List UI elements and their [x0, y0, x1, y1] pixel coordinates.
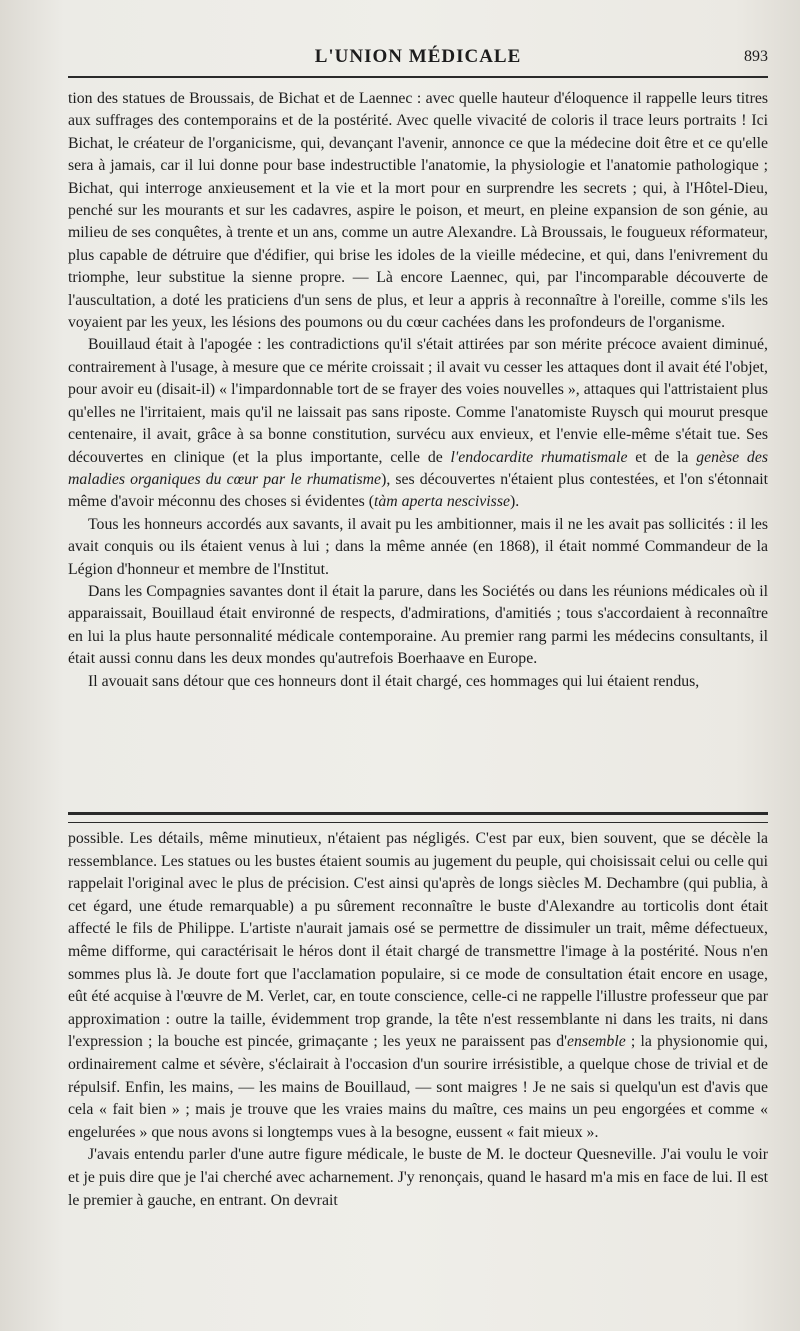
- italic-term: genèse des maladies organiques du cœur par le rhumatisme: [68, 448, 768, 488]
- text-run: et de la: [627, 448, 697, 466]
- italic-term: l'endocardite rhumatismale: [450, 448, 628, 466]
- italic-term: ensemble: [566, 1033, 626, 1051]
- page-header: [68, 40, 768, 78]
- paragraph: Il avouait sans détour que ces honneurs dont il était chargé, ces hommages qui lui étaient rendus,: [88, 672, 700, 690]
- paragraph: [68, 334, 768, 513]
- text-run: ), ses découvertes n'étaient plus contestées, et l'on s'étonnait même d'avoir méconnu des choses si évidentes (: [68, 470, 768, 511]
- text-run: Bouillaud était à l'apogée : les contradictions qu'il s'était attirées par son mérite précoce avaient diminué, contrairement à l'usage, à mesure que ce mérite croissait ; il avait vu cesser les attaques dont il avait été l'objet, pour avoir eu (disait-il) « l'impardonnable tort de se frayer des voies nouvelles », attaques qui l'attristaient plus qu'elles ne l'irritaient, mais qu'il ne laissait pas sans riposte. Comme l'anatomiste Ruysch qui mourut presque centenaire, il avait, grâce à sa bonne constitution, survécu aux envieux, et l'envie elle-même s'était tue. Ses découvertes en clinique (et la plus importante, celle de: [68, 336, 768, 466]
- text-run: ).: [510, 493, 520, 511]
- section-separator: [68, 812, 768, 823]
- paragraph: J'avais entendu parler d'une autre figure médicale, le buste de M. le docteur Quesneville. J'ai voulu le voir et je puis dire que je l'ai cherché avec acharnement. J'y renonçais, quand le hasard m'a mis en face de lui. Il est le premier à gauche, en entrant. On devrait: [68, 1146, 768, 1209]
- paragraph: tion des statues de Broussais, de Bichat et de Laennec : avec quelle hauteur d'éloquence il rappelle leurs titres aux suffrages des contemporains et de la postérité. Avec quelle vivacité de coloris il trace leurs portraits ! Ici Bichat, le créateur de l'organicisme, qui, devançant l'avenir, annonce ce que la médecine doit être et ce qu'elle sera à jamais, car il lui donne pour base indestructible l'anatomie, la physiologie et l'anatomie pathologique ; Bichat, qui interroge anxieusement et la vie et la mort pour en surprendre les secrets ; qui, à l'Hôtel-Dieu, penché sur les mourants et sur les cadavres, aspire le poison, et meurt, en pleine expansion de son génie, au milieu de ses conquêtes, à trente et un ans, comme un autre Alexandre. Là Broussais, le fougueux réformateur, plus capable de détruire que d'édifier, qui brise les idoles de la vieille médecine, et qui, dans l'enivrement du triomphe, leur substitue la sienne propre. — Là encore Laennec, qui, par l'incomparable découverte de l'auscultation, a doté les praticiens d'un sens de plus, et leur a appris à reconnaître à l'oreille, comme s'ils les voyaient par les yeux, les lésions des poumons ou du cœur cachées dans les profondeurs de l'organisme.: [68, 90, 768, 332]
- upper-article-text: [68, 88, 768, 693]
- paragraph: Dans les Compagnies savantes dont il était la parure, dans les Sociétés ou dans les réunions médicales où il apparaissait, Bouillaud était environné de respects, d'admirations, d'amitiés ; tous s'accordaient à reconnaître en lui la plus haute personnalité médicale contemporaine. Au premier rang parmi les médecins consultants, il était aussi connu dans les deux mondes qu'autrefois Boerhaave en Europe.: [68, 582, 768, 668]
- paragraph: [68, 828, 768, 1144]
- paragraph: Tous les honneurs accordés aux savants, il avait pu les ambitionner, mais il ne les avait pas sollicités : il les avait conquis ou ils étaient venus à lui ; dans la même année (en 1868), il était nommé Commandeur de la Légion d'honneur et membre de l'Institut.: [68, 515, 768, 578]
- journal-title: L'UNION MÉDICALE: [314, 46, 522, 67]
- page-number: 893: [744, 48, 768, 65]
- italic-term: tàm aperta nescivisse: [373, 493, 510, 511]
- text-run: ; la physionomie qui, ordinairement calme et sévère, s'éclairait à l'occasion d'un sourire irrésistible, a quelque chose de trivial et de répulsif. Enfin, les mains, — les mains de Bouillaud, — sont maigres ! Je ne sais si quelqu'un est d'avis que cela « fait bien » ; mais je trouve que les vraies mains du maître, ces mains un peu engorgées et comme « engelurées » que nous avons si longtemps vues à la besogne, eussent « fait mieux ».: [68, 1033, 768, 1141]
- lower-article-text: [68, 828, 768, 1212]
- text-run: possible. Les détails, même minutieux, n'étaient pas négligés. C'est par eux, bien souvent, que se décèle la ressemblance. Les statues ou les bustes étaient soumis au jugement du peuple, qui choisissait celui ou celle qui rappelait l'original avec le plus de précision. C'est ainsi qu'après de longs siècles M. Dechambre (qui publia, à cet égard, une étude remarquable) a pu sûrement reconnaître le buste d'Alexandre au torticolis dont était affecté le fils de Philippe. L'artiste n'aurait jamais osé se permettre de dissimuler un trait, même défectueux, même difforme, qui caractérisait le héros dont il était chargé de transmettre l'image à la postérité. Nous n'en sommes plus là. Je doute fort que l'acclamation populaire, si ce mode de consultation était encore en usage, eût été acquise à l'œuvre de M. Verlet, car, en toute conscience, celle-ci ne rappelle l'illustre professeur que par approximation : outre la taille, évidemment trop grande, la tête n'est ressemblante ni dans les traits, ni dans l'expression ; la bouche est pincée, grimaçante ; les yeux ne paraissent pas d': [68, 830, 768, 1051]
